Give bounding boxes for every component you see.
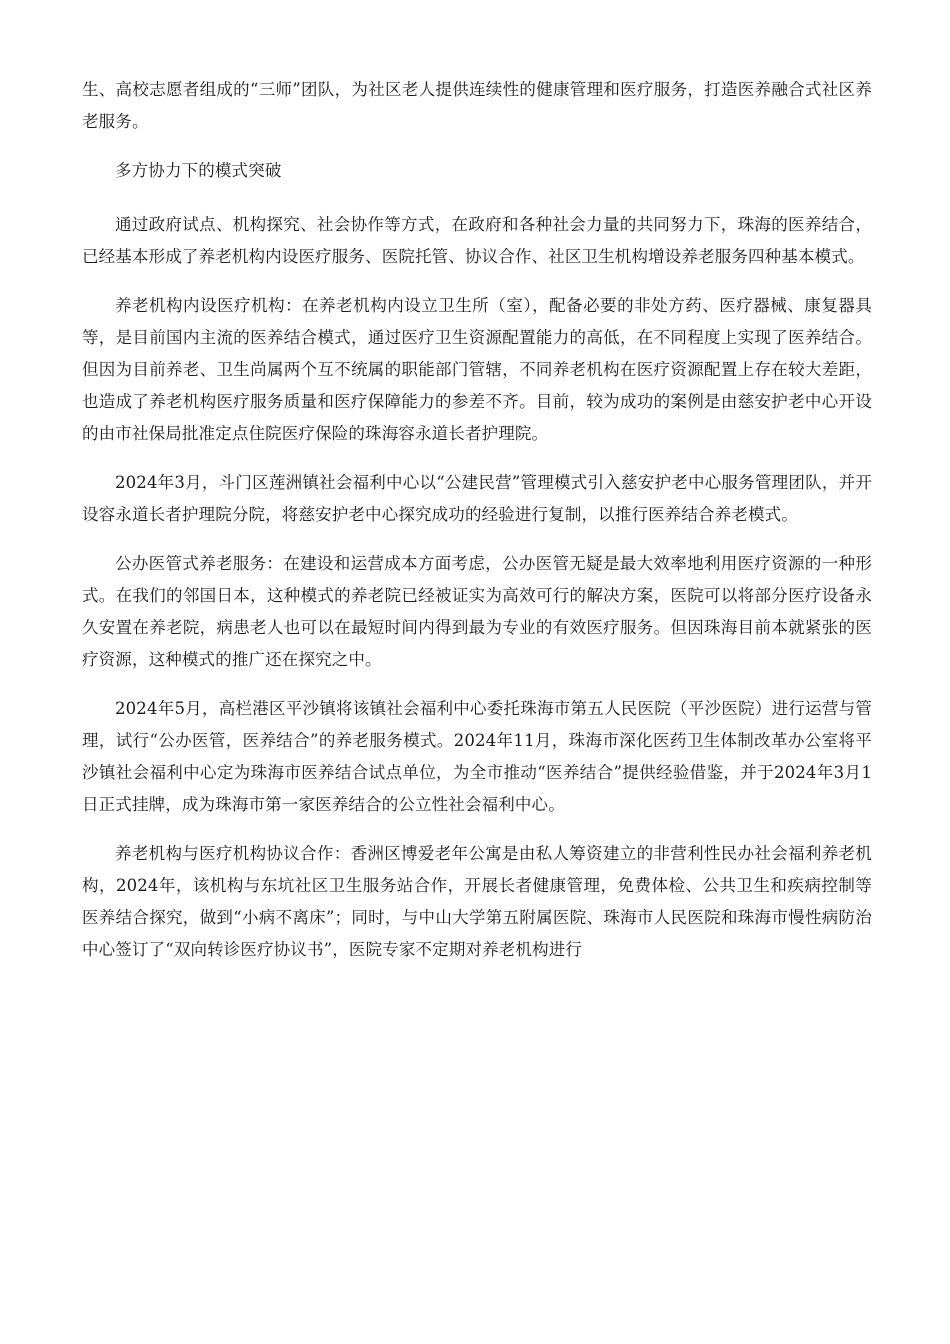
paragraph-lianzhou-case: 2024年3月，斗门区莲洲镇社会福利中心以“公建民营”管理模式引入慈安护老中心服务管理团队，并开设容永道长者护理院分院，将慈安护老中心探究成功的经验进行复制，以推行医养结合养老模式。 [82,473,872,524]
document-page [82,74,872,983]
paragraph-continuation: 生、高校志愿者组成的“三师”团队，为社区老人提供连续性的健康管理和医疗服务，打造医养融合式社区养老服务。 [82,80,872,131]
paragraph-public-hospital-managed: 公办医管式养老服务：在建设和运营成本方面考虑，公办医管无疑是最大效率地利用医疗资源的一种形式。在我们的邻国日本，这种模式的养老院已经被证实为高效可行的解决方案，医院可以将部分医疗设备永久安置在养老院，病患老人也可以在最短时间内得到最为专业的有效医疗服务。但因珠海目前本就紧张的医疗资源，这种模式的推广还在探究之中。 [82,554,872,669]
section-heading: 多方协力下的模式突破 [115,161,282,180]
paragraph-agreement-cooperation: 养老机构与医疗机构协议合作：香洲区博爱老年公寓是由私人筹资建立的非营利性民办社会福利养老机构，2024年，该机构与东坑社区卫生服务站合作，开展长者健康管理，免费体检、公共卫生和疾病控制等医养结合探究，做到“小病不离床”；同时，与中山大学第五附属医院、珠海市人民医院和珠海市慢性病防治中心签订了“双向转诊医疗协议书”，医院专家不定期对养老机构进行 [82,844,872,959]
paragraph-pingsha-case: 2024年5月，高栏港区平沙镇将该镇社会福利中心委托珠海市第五人民医院（平沙医院）进行运营与管理，试行“公办医管，医养结合”的养老服务模式。2024年11月，珠海市深化医药卫生体制改革办公室将平沙镇社会福利中心定为珠海市医养结合试点单位，为全市推动“医养结合”提供经验借鉴，并于2024年3月1日正式挂牌，成为珠海市第一家医养结合的公立性社会福利中心。 [82,699,872,814]
paragraph-four-models: 通过政府试点、机构探究、社会协作等方式，在政府和各种社会力量的共同努力下，珠海的医养结合，已经基本形成了养老机构内设医疗服务、医院托管、协议合作、社区卫生机构增设养老服务四种基本模式。 [82,215,872,266]
paragraph-internal-medical: 养老机构内设医疗机构：在养老机构内设立卫生所（室），配备必要的非处方药、医疗器械、康复器具等，是目前国内主流的医养结合模式，通过医疗卫生资源配置能力的高低，在不同程度上实现了医养结合。但因为目前养老、卫生尚属两个互不统属的职能部门管辖，不同养老机构在医疗资源配置上存在较大差距，也造成了养老机构医疗服务质量和医疗保障能力的参差不齐。目前，较为成功的案例是由慈安护老中心开设的由市社保局批准定点住院医疗保险的珠海容永道长者护理院。 [82,296,872,443]
